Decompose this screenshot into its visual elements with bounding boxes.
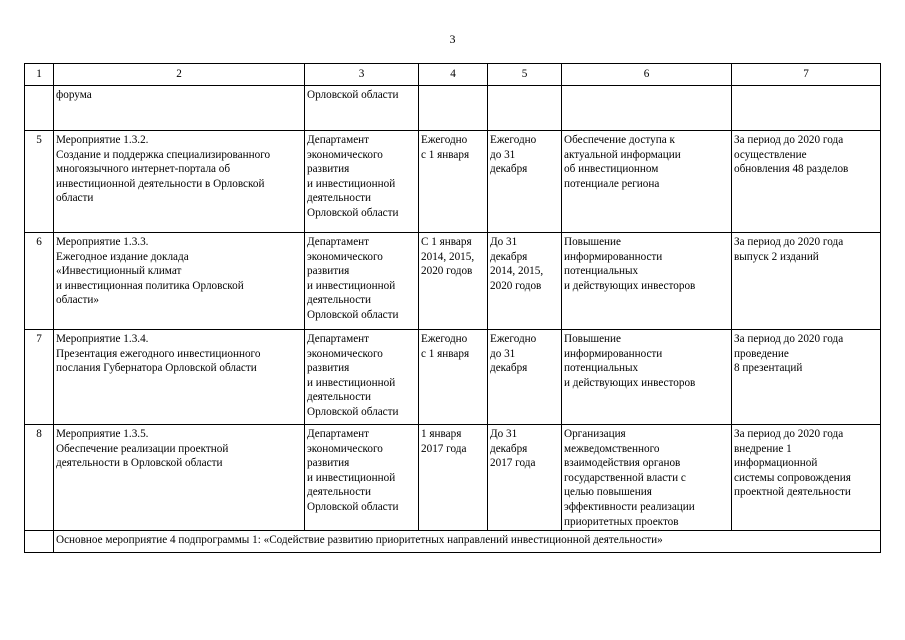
- column-header-1: 1: [25, 64, 54, 86]
- cell-text-line: Орловской области: [307, 89, 399, 101]
- cell-text-line: до 31: [490, 148, 516, 161]
- cell-text-line: области»: [56, 294, 99, 307]
- cell-text-line: потенциальных: [564, 265, 639, 278]
- cell-text-line: потенциале региона: [564, 177, 660, 190]
- cell-text-line: государственной власти с: [564, 471, 686, 484]
- executor-cell: [305, 131, 419, 233]
- start-date-cell: [419, 425, 488, 531]
- cell-text-line: декабря: [490, 362, 528, 375]
- continuation-row: [25, 86, 881, 131]
- cell-text-line: декабря: [490, 442, 528, 455]
- continuation-event-cell: [54, 86, 305, 131]
- cell-text-line: целью повышения: [564, 486, 652, 499]
- cell-text-line: и инвестиционной: [307, 279, 396, 292]
- cell-text-line: 2017 года: [421, 442, 467, 455]
- cell-text-line: Ежегодно: [490, 333, 537, 345]
- cell-text-line: Мероприятие 1.3.4.: [56, 333, 149, 345]
- cell-text-line: Мероприятие 1.3.2.: [56, 134, 149, 146]
- cell-text-line: развития: [307, 265, 350, 278]
- continuation-result-cell: [562, 86, 732, 131]
- cell-text-line: взаимодействия органов: [564, 457, 681, 470]
- cell-text-line: экономического: [307, 347, 383, 360]
- cell-text-line: информированности: [564, 347, 663, 360]
- executor-cell: [305, 233, 419, 330]
- cell-text-line: и инвестиционная политика Орловской: [56, 279, 244, 292]
- cell-text-line: осуществление: [734, 148, 807, 161]
- section-footer-row: [25, 531, 881, 553]
- cell-text-line: За период до 2020 года: [734, 428, 844, 440]
- events-table: [24, 63, 881, 553]
- row-number: 5: [25, 131, 54, 233]
- continuation-indicator-cell: [732, 86, 881, 131]
- cell-text-line: проведение: [734, 347, 789, 360]
- cell-text-line: 2014, 2015,: [490, 265, 544, 278]
- cell-text-line: декабря: [490, 163, 528, 176]
- cell-text-line: экономического: [307, 148, 383, 161]
- cell-text-line: Орловской области: [307, 308, 399, 321]
- table-row: [25, 330, 881, 425]
- column-header-2: 2: [54, 64, 305, 86]
- column-header-4: 4: [419, 64, 488, 86]
- cell-text-line: С 1 января: [421, 236, 472, 248]
- cell-text-line: области: [56, 192, 94, 205]
- cell-text-line: 2020 годов: [490, 279, 542, 292]
- cell-text-line: За период до 2020 года: [734, 333, 844, 345]
- cell-text-line: многоязычного интернет-портала об: [56, 163, 231, 176]
- cell-text-line: развития: [307, 362, 350, 375]
- cell-text-line: 8 презентаций: [734, 362, 803, 375]
- cell-text-line: обновления 48 разделов: [734, 163, 849, 176]
- cell-text-line: До 31: [490, 428, 518, 440]
- cell-text-line: Орловской области: [307, 206, 399, 219]
- cell-text-line: 2014, 2015,: [421, 250, 475, 263]
- event-cell: [54, 425, 305, 531]
- end-date-cell: [488, 425, 562, 531]
- cell-text-line: Департамент: [307, 134, 370, 146]
- cell-text-line: информационной: [734, 457, 818, 470]
- cell-text-line: деятельности: [307, 486, 372, 499]
- cell-text-line: эффективности реализации: [564, 500, 695, 513]
- cell-text-line: Департамент: [307, 236, 370, 248]
- cell-text-line: Ежегодное издание доклада: [56, 250, 189, 263]
- cell-text-line: форума: [56, 89, 92, 101]
- cell-text-line: внедрение 1: [734, 442, 792, 455]
- cell-text-line: до 31: [490, 347, 516, 360]
- table-row: [25, 131, 881, 233]
- cell-text-line: развития: [307, 163, 350, 176]
- cell-text-line: экономического: [307, 250, 383, 263]
- continuation-executor-cell: [305, 86, 419, 131]
- cell-text-line: За период до 2020 года: [734, 134, 844, 146]
- cell-text-line: деятельности: [307, 391, 372, 404]
- table-row: [25, 233, 881, 330]
- column-header-5: 5: [488, 64, 562, 86]
- cell-text-line: Ежегодно: [421, 333, 468, 345]
- cell-text-line: Презентация ежегодного инвестиционного: [56, 347, 261, 360]
- start-date-cell: [419, 131, 488, 233]
- cell-text-line: с 1 января: [421, 347, 470, 360]
- expected-result-cell: [562, 233, 732, 330]
- cell-text-line: системы сопровождения: [734, 471, 851, 484]
- column-header-3: 3: [305, 64, 419, 86]
- expected-result-cell: [562, 425, 732, 531]
- cell-text-line: приоритетных проектов: [564, 515, 679, 528]
- cell-text-line: декабря: [490, 250, 528, 263]
- cell-text-line: Повышение: [564, 333, 621, 345]
- end-date-cell: [488, 131, 562, 233]
- cell-text-line: актуальной информации: [564, 148, 681, 161]
- cell-text-line: Мероприятие 1.3.3.: [56, 236, 149, 248]
- cell-text-line: с 1 января: [421, 148, 470, 161]
- cell-text-line: Орловской области: [307, 405, 399, 418]
- event-cell: [54, 233, 305, 330]
- cell-text-line: инвестиционной деятельности в Орловской: [56, 177, 265, 190]
- column-header-7: 7: [732, 64, 881, 86]
- executor-cell: [305, 425, 419, 531]
- cell-text-line: потенциальных: [564, 362, 639, 375]
- cell-text-line: Создание и поддержка специализированного: [56, 148, 271, 161]
- table-row: [25, 425, 881, 531]
- cell-text-line: 2017 года: [490, 457, 536, 470]
- end-date-cell: [488, 233, 562, 330]
- event-cell: [54, 131, 305, 233]
- cell-text-line: Обеспечение реализации проектной: [56, 442, 229, 455]
- continuation-num-cell: [25, 86, 54, 131]
- row-number: 6: [25, 233, 54, 330]
- cell-text-line: и действующих инвесторов: [564, 279, 696, 292]
- continuation-end-cell: [488, 86, 562, 131]
- expected-result-cell: [562, 330, 732, 425]
- main-event-title: Основное мероприятие 4 подпрограммы 1: «Содействие развитию приоритетных направлений инвестиционной деятельности»: [54, 531, 881, 553]
- row-number: 8: [25, 425, 54, 531]
- cell-text-line: послания Губернатора Орловской области: [56, 362, 257, 375]
- cell-text-line: Организация: [564, 428, 626, 440]
- cell-text-line: «Инвестиционный климат: [56, 265, 182, 278]
- cell-text-line: Орловской области: [307, 500, 399, 513]
- cell-text-line: экономического: [307, 442, 383, 455]
- indicator-cell: [732, 330, 881, 425]
- cell-text-line: межведомственного: [564, 442, 660, 455]
- cell-text-line: Обеспечение доступа к: [564, 134, 675, 146]
- cell-text-line: деятельности в Орловской области: [56, 457, 223, 470]
- start-date-cell: [419, 330, 488, 425]
- cell-text-line: об инвестиционном: [564, 163, 659, 176]
- row-number: 7: [25, 330, 54, 425]
- header-row: [25, 64, 881, 86]
- cell-text-line: и действующих инвесторов: [564, 376, 696, 389]
- cell-text-line: Мероприятие 1.3.5.: [56, 428, 149, 440]
- start-date-cell: [419, 233, 488, 330]
- footer-num-cell: [25, 531, 54, 553]
- cell-text-line: развития: [307, 457, 350, 470]
- cell-text-line: деятельности: [307, 192, 372, 205]
- cell-text-line: Повышение: [564, 236, 621, 248]
- indicator-cell: [732, 233, 881, 330]
- cell-text-line: выпуск 2 изданий: [734, 250, 819, 263]
- cell-text-line: 1 января: [421, 428, 462, 440]
- cell-text-line: За период до 2020 года: [734, 236, 844, 248]
- cell-text-line: проектной деятельности: [734, 486, 851, 499]
- cell-text-line: Ежегодно: [421, 134, 468, 146]
- indicator-cell: [732, 425, 881, 531]
- cell-text-line: и инвестиционной: [307, 177, 396, 190]
- expected-result-cell: [562, 131, 732, 233]
- cell-text-line: и инвестиционной: [307, 471, 396, 484]
- cell-text-line: информированности: [564, 250, 663, 263]
- cell-text-line: деятельности: [307, 294, 372, 307]
- executor-cell: [305, 330, 419, 425]
- cell-text-line: и инвестиционной: [307, 376, 396, 389]
- continuation-start-cell: [419, 86, 488, 131]
- end-date-cell: [488, 330, 562, 425]
- column-header-6: 6: [562, 64, 732, 86]
- cell-text-line: 2020 годов: [421, 265, 473, 278]
- page-number: 3: [449, 32, 456, 46]
- cell-text-line: Ежегодно: [490, 134, 537, 146]
- indicator-cell: [732, 131, 881, 233]
- cell-text-line: Департамент: [307, 428, 370, 440]
- event-cell: [54, 330, 305, 425]
- cell-text-line: До 31: [490, 236, 518, 248]
- cell-text-line: Департамент: [307, 333, 370, 345]
